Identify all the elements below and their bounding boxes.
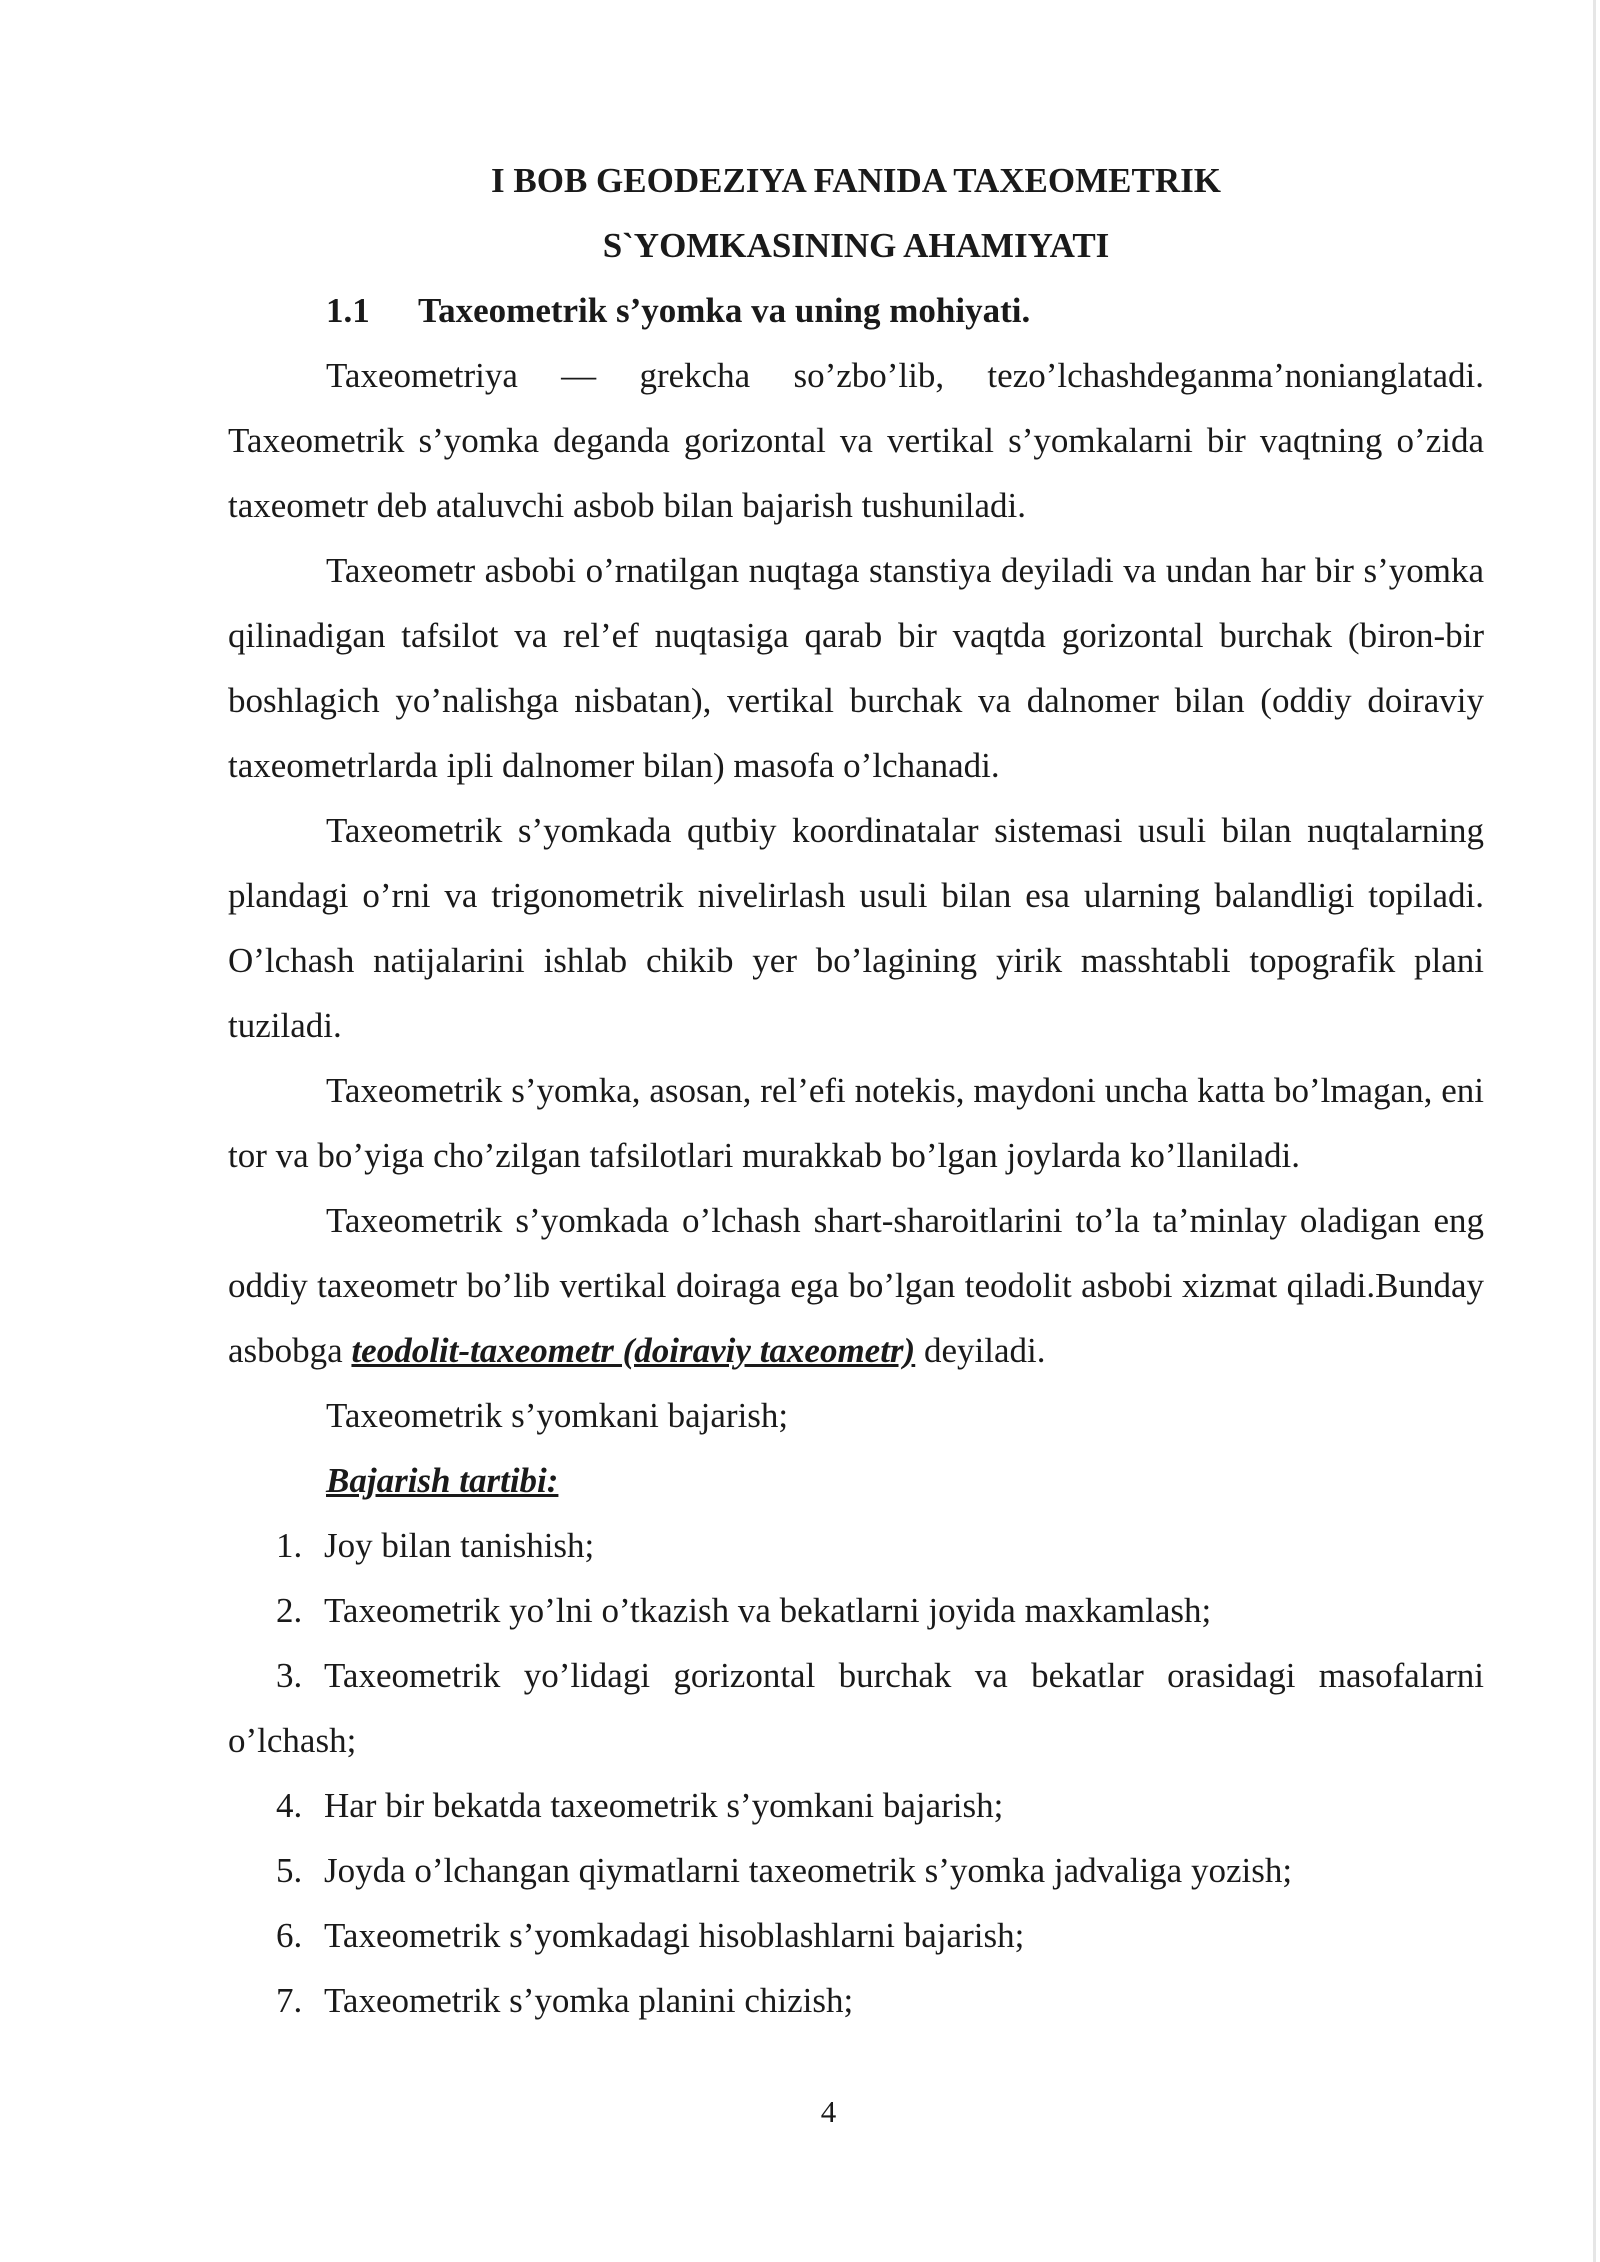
list-item-text: Taxeometrik yo’lidagi gorizontal burchak va bekatlar orasidagi masofalarni o’lchash; (228, 1656, 1484, 1760)
list-item-text: Joy bilan tanishish; (324, 1526, 595, 1565)
list-item (228, 1903, 1484, 1968)
list-item-number: 4. (276, 1786, 303, 1825)
list-item (228, 1968, 1484, 2033)
list-item (228, 1643, 1484, 1773)
list-item-text: Har bir bekatda taxeometrik s’yomkani bajarish; (324, 1786, 1004, 1825)
page-number: 4 (820, 2094, 837, 2129)
paragraph-3: Taxeometrik s’yomkada qutbiy koordinatalar sistemasi usuli bilan nuqtalarning plandagi o’rni va trigonometrik nivelirlash usuli bilan esa ularning balandligi topiladi. O’lchash natijalarini ishlab chikib yer bo’lagining yirik masshtabli topografik plani tuziladi. (228, 811, 1484, 1045)
list-item-number: 1. (276, 1526, 303, 1565)
intro-line: Taxeometrik s’yomkani bajarish; (326, 1396, 789, 1435)
section-title: Taxeometrik s’yomka va uning mohiyati. (418, 291, 1031, 330)
list-item-number: 2. (276, 1591, 303, 1630)
steps-heading-line (228, 1448, 1484, 1513)
paragraph-1: Taxeometriya — grekcha so’zbo’lib, tezo’lchashdeganma’nonianglatadi. Taxeometrik s’yomka deganda gorizontal va vertikal s’yomkalarni bir vaqtning o’zida taxeometr deb ataluvchi asbob bilan bajarish tushuniladi. (228, 356, 1484, 525)
list-item-text: Joyda o’lchangan qiymatlarni taxeometrik s’yomka jadvaliga yozish; (324, 1851, 1293, 1890)
instrument-term: teodolit-taxeometr (doiraviy taxeometr) (351, 1331, 916, 1370)
section-heading (228, 278, 1484, 343)
page-content (228, 148, 1484, 2033)
list-item-number: 6. (276, 1916, 303, 1955)
list-item-number: 7. (276, 1981, 303, 2020)
page-edge-line (1593, 0, 1596, 2262)
list-item (228, 1513, 1484, 1578)
list-item-number: 3. (276, 1656, 303, 1695)
list-item (228, 1773, 1484, 1838)
list-item (228, 1578, 1484, 1643)
paragraph-5 (228, 1188, 1484, 1383)
paragraph-5-text-start: Taxeometrik s’yomkada o’lchash shart-sharoitlarini to’la ta’minlay oladigan eng oddiy taxeometr bo’lib vertikal doiraga ega bo’lgan teodolit asbobi xizmat qiladi.Bunday asbobga (228, 1201, 1484, 1370)
paragraph-2: Taxeometr asbobi o’rnatilgan nuqtaga stanstiya deyiladi va undan har bir s’yomka qilinadigan tafsilot va rel’ef nuqtasiga qarab bir vaqtda gorizontal burchak (biron-bir boshlagich yo’nalishga nisbatan), vertikal burchak va dalnomer bilan (oddiy doiraviy taxeometrlarda ipli dalnomer bilan) masofa o’lchanadi. (228, 551, 1484, 785)
paragraph-4: Taxeometrik s’yomka, asosan, rel’efi notekis, maydoni uncha katta bo’lmagan, eni tor va bo’yiga cho’zilgan tafsilotlari murakkab bo’lgan joylarda ko’llaniladi. (228, 1071, 1484, 1175)
list-item (228, 1838, 1484, 1903)
section-number: 1.1 (326, 291, 370, 330)
steps-list (228, 1513, 1484, 2033)
chapter-title-line-1: I BOB GEODEZIYA FANIDA TAXEOMETRIK (491, 161, 1221, 200)
list-item-text: Taxeometrik s’yomka planini chizish; (324, 1981, 854, 2020)
chapter-title-line-2: S`YOMKASINING AHAMIYATI (602, 226, 1110, 265)
list-item-text: Taxeometrik s’yomkadagi hisoblashlarni bajarish; (324, 1916, 1025, 1955)
list-item-text: Taxeometrik yo’lni o’tkazish va bekatlarni joyida maxkamlash; (324, 1591, 1212, 1630)
paragraph-5-text-end: deyiladi. (915, 1331, 1046, 1370)
steps-heading: Bajarish tartibi: (326, 1461, 559, 1500)
list-item-number: 5. (276, 1851, 303, 1890)
